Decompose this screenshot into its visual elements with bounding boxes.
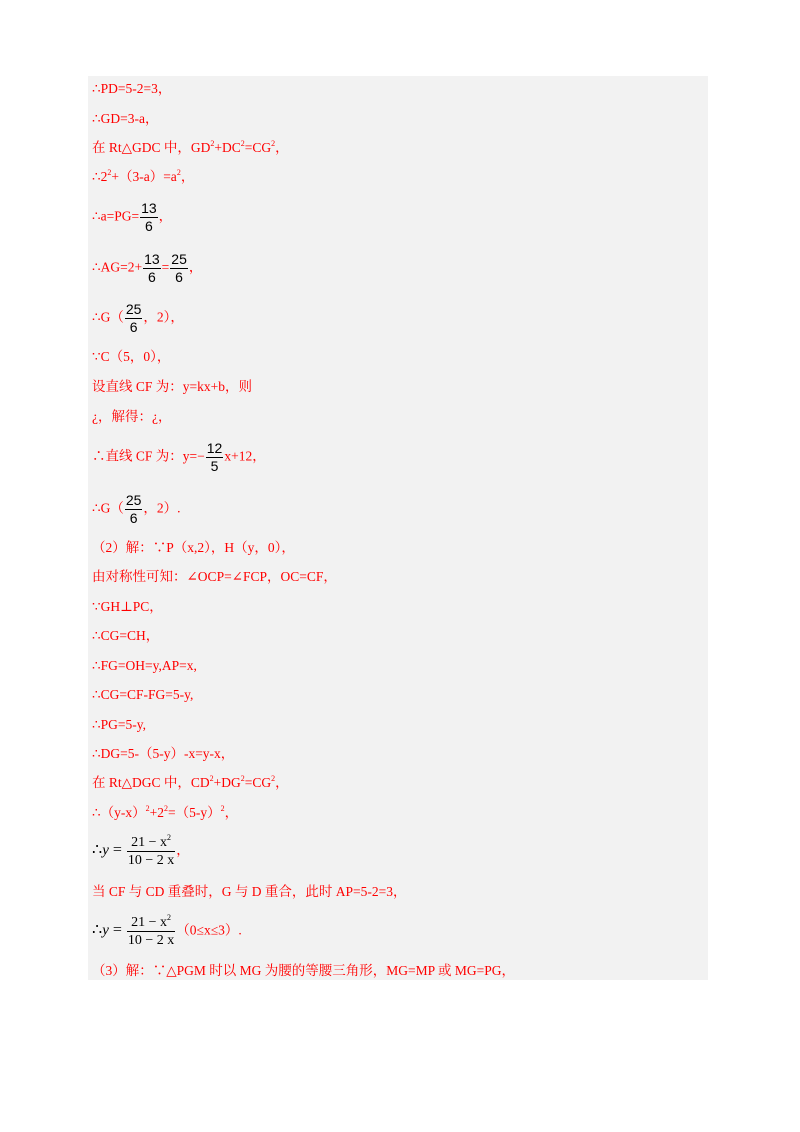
step-equation xyxy=(92,168,194,186)
therefore-symbol: ∴ xyxy=(92,921,103,939)
text: =CG xyxy=(244,140,272,155)
denominator: 6 xyxy=(144,218,153,234)
exponent: 2 xyxy=(271,774,276,783)
text: ，2）， xyxy=(143,309,184,325)
text: +DC xyxy=(214,140,241,155)
text: （0≤x≤3）. xyxy=(176,922,242,938)
text: ， xyxy=(188,259,203,275)
denominator: 6 xyxy=(129,510,138,526)
step-pd: ∴PD=5-2=3， xyxy=(92,81,172,96)
fraction xyxy=(127,914,175,949)
fraction xyxy=(125,492,143,527)
step-ag xyxy=(92,251,202,286)
step-y-formula xyxy=(92,834,190,869)
fraction xyxy=(143,251,161,286)
text: ， xyxy=(176,842,190,858)
text: x+12， xyxy=(224,448,266,464)
step-a-value xyxy=(92,200,172,235)
exponent: 2 xyxy=(163,804,168,813)
text: ， xyxy=(158,208,173,224)
step-c-coord: ∵C（5，0）， xyxy=(92,349,171,364)
step-gd: ∴GD=3-a， xyxy=(92,111,159,126)
step-overlap: 当 CF 与 CD 重叠时，G 与 D 重合，此时 AP=5-2=3， xyxy=(92,884,407,899)
text: ， xyxy=(275,140,289,155)
numerator-text: 21 − x xyxy=(131,915,168,930)
part2-header: （2）解：∵P（x,2），H（y，0）， xyxy=(92,540,295,555)
step-g-coord xyxy=(92,301,184,336)
denominator: 10 − 2 x xyxy=(127,933,175,948)
numerator: 25 xyxy=(125,301,142,317)
step-fg: ∴FG=OH=y,AP=x, xyxy=(92,658,197,673)
exponent: 2 xyxy=(167,913,172,922)
denominator: 6 xyxy=(129,319,138,335)
text: = xyxy=(161,259,170,275)
fraction xyxy=(206,440,224,475)
text: ∴AG=2+ xyxy=(92,259,143,275)
step-cg-ch: ∴CG=CH， xyxy=(92,628,160,643)
step-g-final xyxy=(92,492,181,527)
numerator-text: 21 − x xyxy=(131,835,168,850)
denominator: 5 xyxy=(210,458,219,474)
numerator: 13 xyxy=(141,200,157,216)
denominator: 6 xyxy=(147,269,156,285)
text: ∴直线 CF 为：y=− xyxy=(92,448,205,464)
text: 在 Rt△DGC 中，CD xyxy=(92,775,210,790)
exponent: 2 xyxy=(220,804,225,813)
step-line-cf: 设直线 CF 为：y=kx+b，则 xyxy=(92,379,252,394)
step-symmetry: 由对称性可知：∠OCP=∠FCP，OC=CF， xyxy=(92,569,337,584)
equals: = xyxy=(108,841,126,859)
equals: = xyxy=(108,921,126,939)
text: +2 xyxy=(149,805,164,820)
text: ， xyxy=(180,169,195,184)
variable-y: y xyxy=(102,922,109,939)
exponent: 2 xyxy=(107,168,112,177)
step-y-formula-range xyxy=(92,914,242,949)
step-solve: ¿，解得：¿， xyxy=(92,409,172,424)
step-line-cf-result xyxy=(92,440,266,475)
text: +（3-a）=a xyxy=(111,169,177,184)
exponent: 2 xyxy=(210,139,215,148)
exponent: 2 xyxy=(240,774,245,783)
fraction xyxy=(125,301,143,336)
step-equation-2 xyxy=(92,804,238,822)
numerator xyxy=(127,914,175,932)
numerator: 25 xyxy=(171,251,187,267)
text: +DG xyxy=(213,775,241,790)
text: ∴a=PG= xyxy=(92,208,140,224)
step-pythagoras-gdc xyxy=(92,139,289,157)
numerator: 13 xyxy=(144,251,160,267)
numerator: 12 xyxy=(206,440,223,456)
exponent: 2 xyxy=(176,168,181,177)
text: =（5-y） xyxy=(167,805,221,820)
step-gh-perp: ∵GH⊥PC， xyxy=(92,599,163,614)
step-pg: ∴PG=5-y, xyxy=(92,717,146,732)
fraction xyxy=(170,251,188,286)
fraction xyxy=(140,200,158,235)
text: ∴G（ xyxy=(92,309,124,325)
step-dg: ∴DG=5-（5-y）-x=y-x， xyxy=(92,746,235,761)
exponent: 2 xyxy=(167,833,172,842)
part3-header: （3）解：∵△PGM 时以 MG 为腰的等腰三角形，MG=MP 或 MG=PG， xyxy=(92,963,516,978)
exponent: 2 xyxy=(271,139,276,148)
fraction xyxy=(127,834,175,869)
text: 在 Rt△GDC 中，GD xyxy=(92,140,211,155)
text: ，2）. xyxy=(143,500,181,516)
numerator: 25 xyxy=(125,492,142,508)
text: ， xyxy=(275,775,289,790)
step-pythagoras-dgc xyxy=(92,774,289,792)
denominator: 10 − 2 x xyxy=(127,853,175,868)
text: ∴G（ xyxy=(92,500,124,516)
denominator: 6 xyxy=(175,269,183,285)
step-cg: ∴CG=CF-FG=5-y, xyxy=(92,687,194,702)
exponent: 2 xyxy=(209,774,214,783)
text: ∴2 xyxy=(92,169,108,184)
exponent: 2 xyxy=(145,804,150,813)
exponent: 2 xyxy=(240,139,245,148)
text: ， xyxy=(224,805,239,820)
variable-y: y xyxy=(102,842,109,859)
text: ∴（y-x） xyxy=(92,805,146,820)
therefore-symbol: ∴ xyxy=(92,841,103,859)
numerator xyxy=(127,834,175,852)
text: =CG xyxy=(244,775,272,790)
